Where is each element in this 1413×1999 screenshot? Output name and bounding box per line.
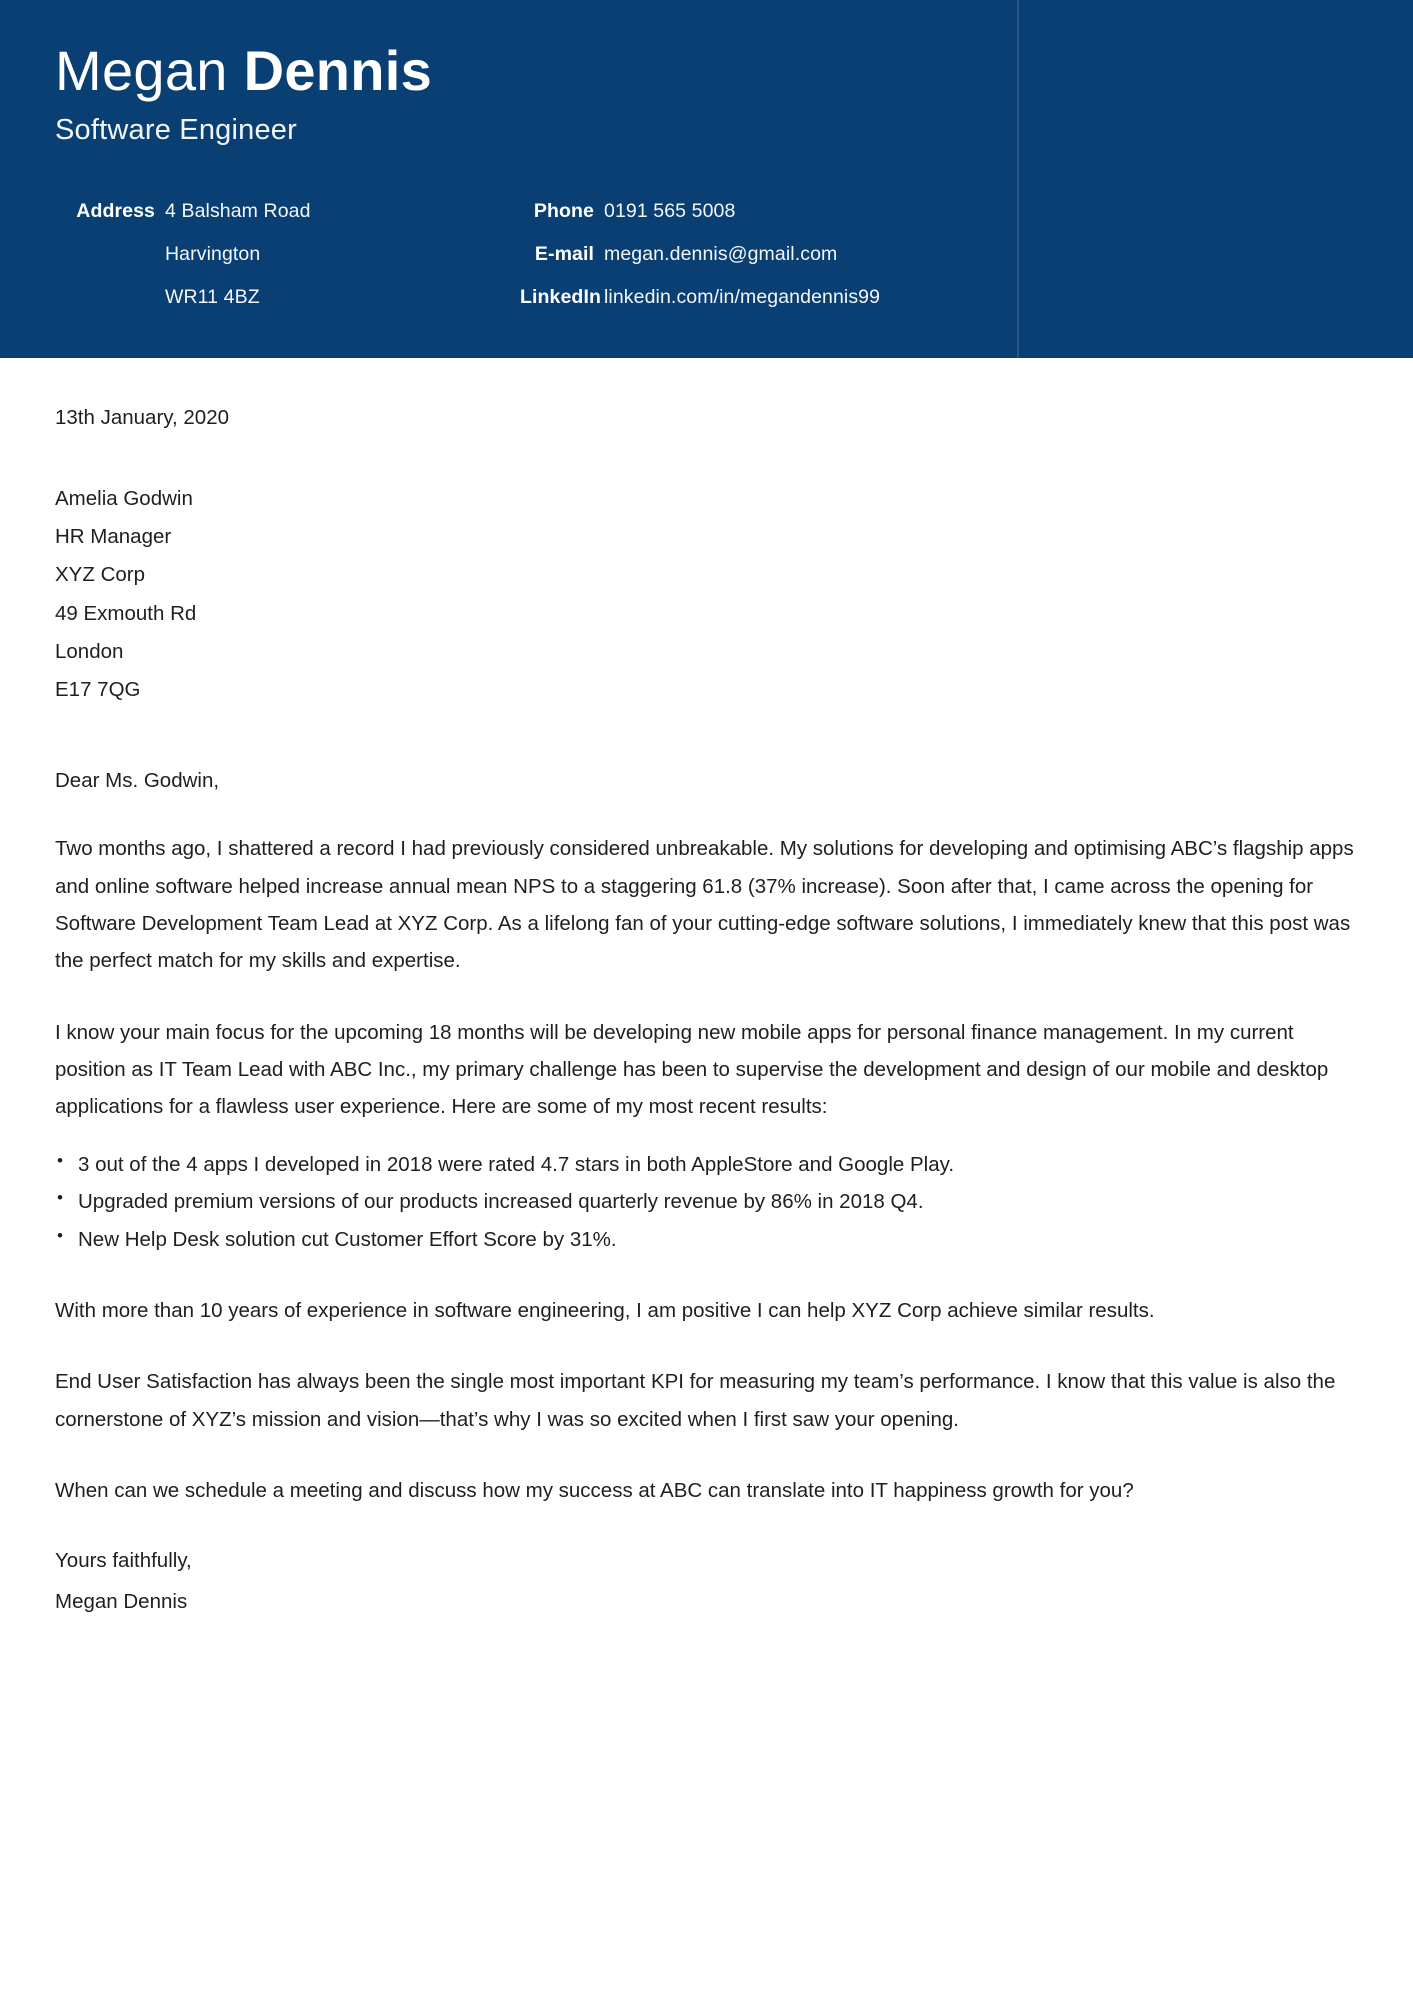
recipient-job-title: HR Manager xyxy=(55,525,172,549)
recipient-street: 49 Exmouth Rd xyxy=(55,601,197,625)
address-line-1: 4 Balsham Road xyxy=(165,200,311,222)
first-name: Megan xyxy=(55,39,228,102)
body-paragraph-2: I know your main focus for the upcoming 18 months will be developing new mobile apps for personal finance management. In my current position as IT Team Lead with ABC Inc., my primary challenge has been to supervise the development and design of our mobile and desktop applications for a flawless user experience. Here are some of my most recent results: xyxy=(55,1020,1329,1119)
contact-column-channels xyxy=(520,200,880,309)
phone-row xyxy=(520,200,880,223)
page-title xyxy=(55,39,1413,102)
body-paragraph-3: With more than 10 years of experience in software engineering, I am positive I can help XYZ Corp achieve similar results. xyxy=(55,1298,1155,1322)
phone-value[interactable]: 0191 565 5008 xyxy=(604,200,736,222)
job-title: Software Engineer xyxy=(55,113,297,146)
linkedin-row xyxy=(520,286,880,309)
address-row xyxy=(55,200,520,223)
recipient-city: London xyxy=(55,640,124,664)
body-paragraph-4: End User Satisfaction has always been the single most important KPI for measuring my team’s performance. I know that this value is also the cornerstone of XYZ’s mission and vision—that’s why I was so excited when I first saw your opening. xyxy=(55,1370,1336,1431)
recipient-name: Amelia Godwin xyxy=(55,486,193,510)
recipient-address-block xyxy=(55,484,1358,706)
phone-label: Phone xyxy=(533,200,594,222)
address-line-3: WR11 4BZ xyxy=(165,286,260,308)
signature-name: Megan Dennis xyxy=(55,1589,188,1613)
body-paragraph-5: When can we schedule a meeting and discuss how my success at ABC can translate into IT happiness growth for you? xyxy=(55,1478,1134,1502)
list-item: • Upgraded premium versions of our products increased quarterly revenue by 86% in 2018 Q4. xyxy=(55,1183,1358,1220)
achievements-list xyxy=(55,1146,1358,1258)
linkedin-label: LinkedIn xyxy=(520,286,601,308)
letter-body xyxy=(0,402,1413,1618)
closing-phrase: Yours faithfully, xyxy=(55,1549,192,1573)
last-name: Dennis xyxy=(243,39,433,102)
address-line-2: Harvington xyxy=(165,243,261,265)
email-label: E-mail xyxy=(534,243,594,265)
contact-column-address xyxy=(55,200,520,309)
email-value[interactable]: megan.dennis@gmail.com xyxy=(604,243,838,265)
linkedin-value[interactable]: linkedin.com/in/megandennis99 xyxy=(604,286,881,308)
list-item: • New Help Desk solution cut Customer Effort Score by 31%. xyxy=(55,1221,1358,1258)
recipient-company: XYZ Corp xyxy=(55,563,145,587)
list-item: • 3 out of the 4 apps I developed in 2018 were rated 4.7 stars in both AppleStore and Google Play. xyxy=(55,1146,1358,1183)
salutation: Dear Ms. Godwin, xyxy=(55,768,220,792)
address-label: Address xyxy=(76,200,155,222)
contact-details xyxy=(55,200,1355,309)
body-paragraph-1: Two months ago, I shattered a record I had previously considered unbreakable. My solutions for developing and optimising ABC’s flagship apps and online software helped increase annual mean NPS to a staggering 61.8 (37% increase). Soon after that, I came across the opening for Software Development Team Lead at XYZ Corp. As a lifelong fan of your cutting-edge software solutions, I immediately knew that this post was the perfect match for my skills and expertise. xyxy=(55,837,1354,973)
email-row xyxy=(520,243,880,266)
recipient-postcode: E17 7QG xyxy=(55,678,141,702)
letter-date: 13th January, 2020 xyxy=(55,406,229,429)
letter-header-banner xyxy=(0,0,1413,358)
signature-block xyxy=(55,1545,1358,1618)
